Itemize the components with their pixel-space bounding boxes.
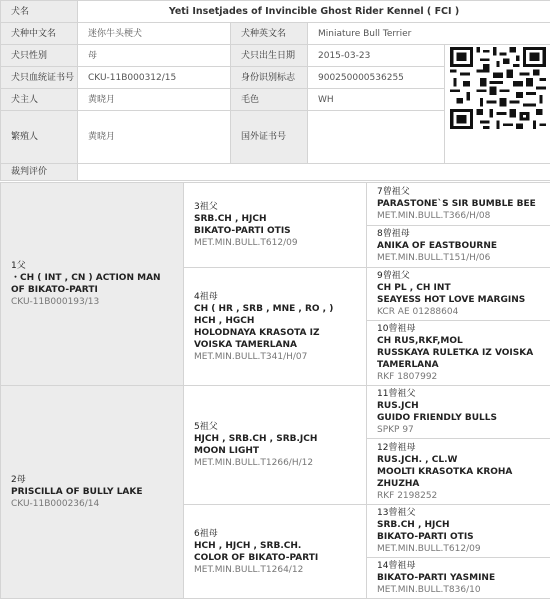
gg9-tag: 9曾祖父 xyxy=(377,270,540,282)
g5-registration: MET.MIN.BULL.T1266/H/12 xyxy=(194,457,356,469)
breed-en-value: Miniature Bull Terrier xyxy=(308,23,550,45)
chip-value: 900250000536255 xyxy=(308,67,445,89)
registration-label: 犬只血统证书号 xyxy=(1,67,78,89)
ggp-7-cell xyxy=(367,183,550,226)
ggp-12-cell xyxy=(367,439,550,505)
qr-code-cell xyxy=(445,45,550,164)
gg7-registration: MET.MIN.BULL.T366/H/08 xyxy=(377,210,540,222)
ggp-13-cell xyxy=(367,505,550,558)
g4-title: CH ( HR , SRB , MNE , RO , ) HCH , HGCH xyxy=(194,303,356,327)
breeder-value: 黄晓月 xyxy=(78,111,231,164)
judge-evaluation-label: 裁判评价 xyxy=(1,164,78,181)
g3-registration: MET.MIN.BULL.T612/09 xyxy=(194,237,356,249)
gg10-registration: RKF 1807992 xyxy=(377,371,540,383)
gg7-tag: 7曾祖父 xyxy=(377,186,540,198)
ggp-8-cell xyxy=(367,225,550,268)
gg7-name: PARASTONE`S SIR BUMBLE BEE xyxy=(377,198,540,210)
name-label: 犬名 xyxy=(1,1,78,23)
owner-label: 犬主人 xyxy=(1,89,78,111)
dam-cell xyxy=(1,386,184,599)
gg13-title: SRB.CH , HJCH xyxy=(377,519,540,531)
dam-tag: 2母 xyxy=(11,474,173,486)
gg14-registration: MET.MIN.BULL.T836/10 xyxy=(377,584,540,596)
breed-en-label: 犬种英文名 xyxy=(231,23,308,45)
ggp-9-cell xyxy=(367,268,550,321)
g6-registration: MET.MIN.BULL.T1264/12 xyxy=(194,564,356,576)
sex-value: 母 xyxy=(78,45,231,67)
breed-cn-label: 犬种中文名 xyxy=(1,23,78,45)
gg10-title: CH RUS,RKF,MOL xyxy=(377,335,540,347)
gg13-tag: 13曾祖父 xyxy=(377,507,540,519)
dob-value: 2015-03-23 xyxy=(308,45,445,67)
gg10-name: RUSSKAYA RULETKA IZ VOISKA TAMERLANA xyxy=(377,347,540,371)
g4-registration: MET.MIN.BULL.T341/H/07 xyxy=(194,351,356,363)
grandsire-5-cell xyxy=(184,386,367,505)
foreign-cert-value xyxy=(308,111,445,164)
sire-tag: 1父 xyxy=(11,260,173,272)
gg8-name: ANIKA OF EASTBOURNE xyxy=(377,240,540,252)
sire-title: ・CH ( INT , CN ) ACTION MAN OF BIKATO-PARTI xyxy=(11,272,173,296)
gg11-title: RUS.JCH xyxy=(377,400,540,412)
gg9-registration: KCR AE 01288604 xyxy=(377,306,540,318)
g3-name: BIKATO-PARTI OTIS xyxy=(194,225,356,237)
dam-registration: CKU-11B000236/14 xyxy=(11,498,173,510)
g4-name: HOLODNAYA KRASOTA IZ VOISKA TAMERLANA xyxy=(194,327,356,351)
ggp-14-cell xyxy=(367,558,550,599)
gg10-tag: 10曾祖母 xyxy=(377,323,540,335)
gg11-tag: 11曾祖父 xyxy=(377,388,540,400)
breed-cn-value: 迷你牛头梗犬 xyxy=(78,23,231,45)
g5-tag: 5祖父 xyxy=(194,421,356,433)
breeder-label: 繁殖人 xyxy=(1,111,78,164)
gg14-tag: 14曾祖母 xyxy=(377,560,540,572)
registration-value: CKU-11B000312/15 xyxy=(78,67,231,89)
gg14-name: BIKATO-PARTI YASMINE xyxy=(377,572,540,584)
owner-value: 黄晓月 xyxy=(78,89,231,111)
gg8-tag: 8曾祖母 xyxy=(377,228,540,240)
dog-name: Yeti Insetjades of Invincible Ghost Rider Kennel ( FCI ) xyxy=(78,1,550,23)
sire-cell xyxy=(1,183,184,386)
g4-tag: 4祖母 xyxy=(194,291,356,303)
color-value: WH xyxy=(308,89,445,111)
gg8-registration: MET.MIN.BULL.T151/H/06 xyxy=(377,252,540,264)
sire-registration: CKU-11B000193/13 xyxy=(11,296,173,308)
color-label: 毛色 xyxy=(231,89,308,111)
gg12-name: MOOLTI KRASOTKA KROHA ZHUZHA xyxy=(377,466,540,490)
chip-label: 身份识别标志 xyxy=(231,67,308,89)
g5-name: MOON LIGHT xyxy=(194,445,356,457)
gg13-registration: MET.MIN.BULL.T612/09 xyxy=(377,543,540,555)
gg12-title: RUS.JCH. , CL.W xyxy=(377,454,540,466)
g5-title: HJCH , SRB.CH , SRB.JCH xyxy=(194,433,356,445)
judge-evaluation-value xyxy=(78,164,550,181)
granddam-4-cell xyxy=(184,268,367,386)
dam-name: PRISCILLA OF BULLY LAKE xyxy=(11,486,173,498)
gg11-registration: SPKP 97 xyxy=(377,424,540,436)
g6-title: HCH , HJCH , SRB.CH. xyxy=(194,540,356,552)
gg11-name: GUIDO FRIENDLY BULLS xyxy=(377,412,540,424)
g6-tag: 6祖母 xyxy=(194,528,356,540)
foreign-cert-label: 国外证书号 xyxy=(231,111,308,164)
pedigree-table xyxy=(0,182,550,599)
g3-tag: 3祖父 xyxy=(194,201,356,213)
gg12-registration: RKF 2198252 xyxy=(377,490,540,502)
granddam-6-cell xyxy=(184,505,367,599)
dob-label: 犬只出生日期 xyxy=(231,45,308,67)
ggp-11-cell xyxy=(367,386,550,439)
gg12-tag: 12曾祖母 xyxy=(377,442,540,454)
gg13-name: BIKATO-PARTI OTIS xyxy=(377,531,540,543)
grandsire-3-cell xyxy=(184,183,367,268)
dog-info-table xyxy=(0,0,550,181)
g3-title: SRB.CH , HJCH xyxy=(194,213,356,225)
g6-name: COLOR OF BIKATO-PARTI xyxy=(194,552,356,564)
gg9-title: CH PL , CH INT xyxy=(377,282,540,294)
qr-code-icon xyxy=(450,47,546,129)
sex-label: 犬只性别 xyxy=(1,45,78,67)
ggp-10-cell xyxy=(367,321,550,386)
gg9-name: SEAYESS HOT LOVE MARGINS xyxy=(377,294,540,306)
